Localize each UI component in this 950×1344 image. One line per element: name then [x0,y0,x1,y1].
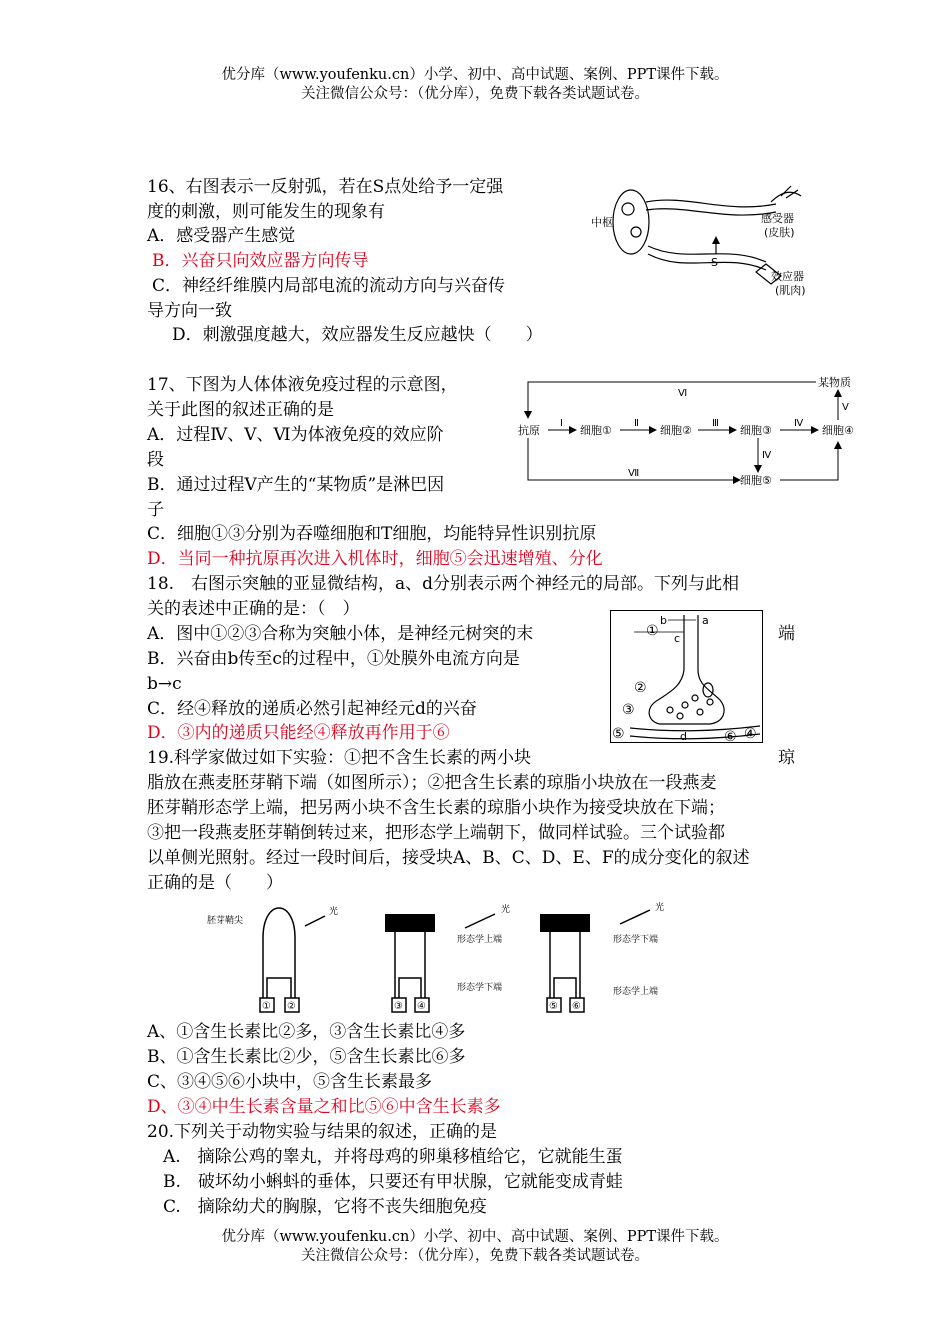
q16-option-c-1: C．神经纤维膜内局部电流的流动方向与兴奋传 [152,276,506,296]
fig18-b: b [660,614,667,627]
q18-option-a-1: A．图中①②③合称为突触小体，是神经元树突的末 [147,624,534,644]
q19-stem-2: 脂放在燕麦胚芽鞘下端（如图所示）；②把含生长素的琼脂小块放在一段燕麦 [147,773,717,793]
fig19-tip-label: 胚芽鞘尖 [207,916,244,926]
q18-option-b-2: b→c [147,674,182,694]
q18-option-a-end: 端 [778,624,795,644]
q16-stem-2: 度的刺激，则可能发生的现象有 [147,202,385,222]
fig17-step-v: Ⅴ [842,402,849,413]
fig19-light-1: 光 [329,907,339,917]
q17-option-d: D．当同一种抗原再次进入机体时，细胞⑤会迅速增殖、分化 [147,549,603,569]
fig17-cell4: 细胞④ [822,424,854,437]
q20-option-a: A. 摘除公鸡的睾丸，并将母鸡的卵巢移植给它，它就能生蛋 [163,1147,623,1167]
fig17-step-ii: Ⅱ [634,418,639,429]
fig19-block-2: ② [287,1001,296,1012]
fig18-n6: ⑥ [724,729,737,745]
fig18-c: c [674,632,681,645]
fig16-center-label: 中枢 [591,216,613,229]
fig18-n3: ③ [622,702,635,718]
synapse-figure [610,610,770,745]
fig17-step-i: Ⅰ [560,418,563,429]
fig16-receptor-sub: (皮肤) [764,226,795,239]
q18-stem-2: 关的表述中正确的是：（ ） [147,599,360,619]
fig18-d: d [680,730,687,743]
fig19-block-3: ③ [394,1001,403,1012]
fig18-n4: ④ [744,726,757,742]
q18-stem-1: 18. 右图示突触的亚显微结构，a、d分别表示两个神经元的局部。下列与此相 [147,574,740,594]
q18-option-d: D．③内的递质只能经④释放再作用于⑥ [147,723,450,743]
q19-option-c: C、③④⑤⑥小块中，⑤含生长素最多 [147,1072,433,1092]
q17-option-a-1: A．过程Ⅳ、Ⅴ、Ⅵ为体液免疫的效应阶 [147,425,444,445]
q19-stem-4: ③把一段燕麦胚芽鞘倒转过来，把形态学上端朝下，做同样试验。三个试验都 [147,823,725,843]
q19-option-a: A、①含生长素比②多，③含生长素比④多 [147,1022,466,1042]
q19-stem-5: 以单侧光照射。经过一段时间后，接受块A、B、C、D、E、F的成分变化的叙述 [147,848,750,868]
fig19-morph-bottom: 形态学下端 [457,983,503,993]
q16-stem-1: 16、右图表示一反射弧，若在S点处给予一定强 [147,177,504,197]
fig19-block-6: ⑥ [572,1001,581,1012]
fig19-light-3: 光 [655,903,665,913]
fig18-n1: ① [646,623,659,639]
q19-stem-1: 19.科学家做过如下实验：①把不含生长素的两小块 [147,748,532,768]
coleoptile-experiment-figure [205,898,685,1018]
fig17-step-iv-2: Ⅳ [762,450,772,461]
reflex-arc-figure [586,184,836,304]
fig16-s-label: S [711,256,718,269]
header-line-1: 优分库（www.youfenku.cn）小学、初中、高中试题、案例、PPT课件下载。 [221,67,729,83]
fig19-block-4: ④ [417,1001,426,1012]
q16-option-b: B．兴奋只向效应器方向传导 [152,251,369,271]
fig19-light-2: 光 [501,905,511,915]
fig16-receptor-label: 感受器 [761,212,794,225]
header-line-2: 关注微信公众号：（优分库），免费下载各类试题试卷。 [301,86,649,102]
immunity-flow-figure [518,372,868,490]
footer-line-1: 优分库（www.youfenku.cn）小学、初中、高中试题、案例、PPT课件下载。 [221,1229,729,1245]
q19-option-d: D、③④中生长素含量之和比⑤⑥中含生长素多 [147,1097,501,1117]
q16-option-d: D．刺激强度越大，效应器发生反应越快（ ） [172,325,543,345]
fig17-cell2: 细胞② [660,424,692,437]
q19-stem-6: 正确的是（ ） [147,873,283,893]
fig18-n2: ② [634,680,647,696]
fig18-n5: ⑤ [612,726,625,742]
fig19-block-1: ① [262,1001,271,1012]
fig17-substance: 某物质 [818,376,851,389]
fig16-effector-sub: (肌肉) [775,284,806,297]
q17-stem-1: 17、下图为人体体液免疫过程的示意图， [147,375,458,395]
q17-option-b-1: B．通过过程Ⅴ产生的“某物质”是淋巴因 [147,475,445,495]
fig17-step-vii: Ⅶ [628,468,640,479]
q17-option-c: C．细胞①③分别为吞噬细胞和T细胞，均能特异性识别抗原 [147,524,597,544]
footer-line-2: 关注微信公众号：（优分库），免费下载各类试题试卷。 [301,1248,649,1264]
q20-option-b: B. 破坏幼小蝌蚪的垂体，只要还有甲状腺，它就能变成青蛙 [163,1172,623,1192]
q19-stem-1-end: 琼 [778,748,795,768]
fig17-step-iv: Ⅳ [794,418,804,429]
fig17-step-iii: Ⅲ [712,418,719,429]
fig17-step-vi: Ⅵ [678,388,688,399]
q18-option-b-1: B．兴奋由b传至c的过程中，①处膜外电流方向是 [147,649,520,669]
q17-option-b-2: 子 [147,500,164,520]
fig19-morph-top: 形态学上端 [457,935,503,945]
q19-stem-3: 胚芽鞘形态学上端，把另两小块不含生长素的琼脂小块作为接受块放在下端； [147,798,725,818]
q20-stem: 20.下列关于动物实验与结果的叙述，正确的是 [147,1122,498,1142]
page-header [0,66,950,104]
fig17-antigen: 抗原 [518,424,540,437]
fig19-morph-bottom-2: 形态学下端 [613,935,659,945]
fig17-cell5: 细胞⑤ [740,474,772,487]
q20-option-c: C. 摘除幼犬的胸腺，它将不丧失细胞免疫 [163,1197,487,1217]
fig19-morph-top-2: 形态学上端 [613,987,659,997]
q16-option-a: A．感受器产生感觉 [147,226,296,246]
fig16-effector-label: 效应器 [771,270,804,283]
q18-option-c: C．经④释放的递质必然引起神经元d的兴奋 [147,699,477,719]
q16-option-c-2: 导方向一致 [147,301,232,321]
q19-option-b: B、①含生长素比②少，⑤含生长素比⑥多 [147,1047,466,1067]
page-footer [0,1228,950,1266]
fig17-cell1: 细胞① [580,424,612,437]
q17-stem-2: 关于此图的叙述正确的是 [147,400,334,420]
fig17-cell3: 细胞③ [740,424,772,437]
fig19-block-5: ⑤ [549,1001,558,1012]
fig18-a: a [702,614,709,627]
q17-option-a-2: 段 [147,450,164,470]
